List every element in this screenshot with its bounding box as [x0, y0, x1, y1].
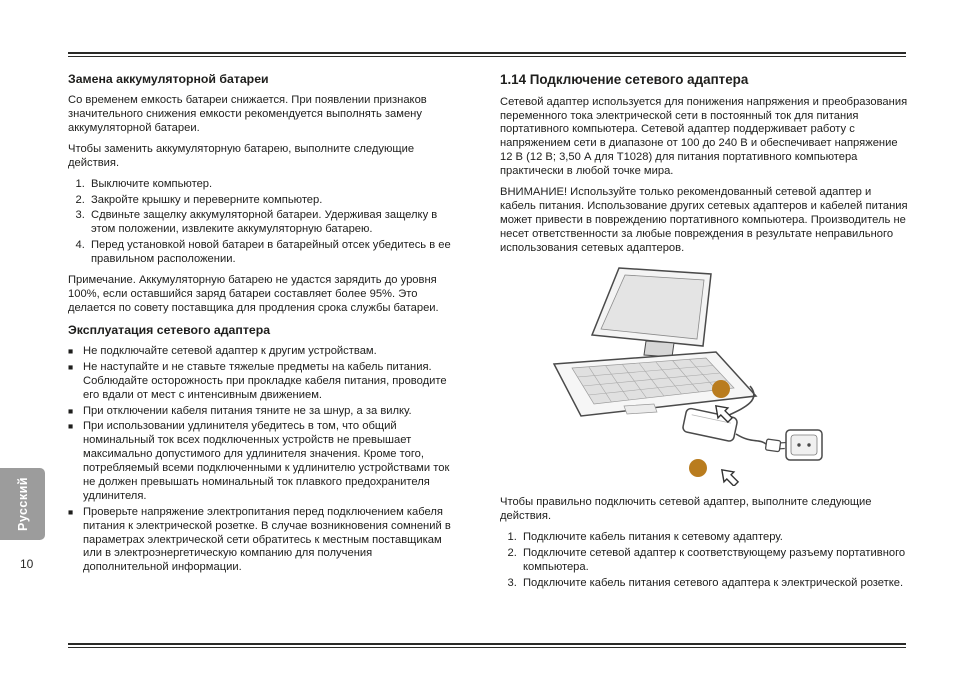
paragraph: Чтобы правильно подключить сетевой адаптер, выполните следующие действия. [500, 496, 872, 523]
note-paragraph: Примечание. Аккумуляторную батарею не удастся зарядить до уровня 100%, если оставшийся заряд батареи составляет более 95%. Это делается по совету поставщика для продления срока службы батареи. [68, 274, 439, 314]
bullet-item: ■ Проверьте напряжение электропитания перед подключением кабеля питания к электрической розетке. В случае возникновения сомнений в параметрах электрической сети обратитесь к местным поставщикам или в электроэнергетическую компанию для получения дополнительной информации. [68, 506, 460, 575]
section-heading-adapter-connection: 1.14 Подключение сетевого адаптера [500, 72, 749, 87]
battery-steps-list [68, 178, 460, 267]
bullet-item: ■ При использовании удлинителя убедитесь в том, что общий номинальный ток всех подключенных устройств не превышает максимально допустимого для удлинителя значения. Кроме того, потребляемый всеми подключенными к удлинителю устройствами ток не должен превышать номинальный ток плавкого предохранителя удлинителя. [68, 420, 460, 503]
adapter-steps-list [500, 531, 908, 591]
callout-dot [712, 380, 730, 398]
page-number: 10 [20, 557, 34, 571]
bottom-rule [68, 643, 906, 648]
step-item: 3. Сдвиньте защелку аккумуляторной батареи. Удерживая защелку в этом положении, извлеките аккумуляторную батарею. [88, 209, 460, 237]
laptop-illustration [524, 262, 884, 486]
wall-outlet [786, 430, 822, 460]
power-plug [765, 439, 785, 453]
laptop-screen [592, 268, 711, 357]
step-item: 3. Подключите кабель питания сетевого адаптера к электрической розетке. [520, 577, 908, 591]
step-item: 2. Закройте крышку и переверните компьютер. [88, 194, 460, 208]
arrow-icon [717, 465, 741, 486]
warning-paragraph: ВНИМАНИЕ! Используйте только рекомендованный сетевой адаптер и кабель питания. Использование других сетевых адаптеров и кабелей питания может привести в повреждению портативного компьютера. Производитель не несет ответственности за любые повреждения в результате неправильного использования сетевых адаптеров. [500, 185, 908, 254]
top-rule [68, 52, 906, 57]
touchpad [624, 404, 657, 414]
left-column [68, 72, 460, 577]
section-heading-adapter-usage: Эксплуатация сетевого адаптера [68, 322, 271, 337]
bullet-item: ■ Не наступайте и не ставьте тяжелые предметы на кабель питания. Соблюдайте осторожность при прокладке кабеля питания, проводите его вдали от мест с интенсивным движением. [68, 361, 460, 403]
paragraph: Сетевой адаптер используется для понижения напряжения и преобразования переменного тока электрической сети в постоянный ток для питания портативного компьютера. Сетевой адаптер поддерживает работу с напряжением сети в диапазоне от 100 до 240 В и обеспечивает напряжение 12 В (12 В; 3,50 А для T1028) для питания портативного компьютера практически в любой точке мира. [500, 95, 908, 178]
paragraph: Чтобы заменить аккумуляторную батарею, выполните следующие действия. [68, 142, 415, 169]
bullet-item: ■ Не подключайте сетевой адаптер к другим устройствам. [68, 345, 460, 359]
paragraph: Со временем емкость батареи снижается. При появлении признаков значительного снижения емкости рекомендуется выполнять замену аккумуляторной батареи. [68, 94, 427, 135]
power-adapter [682, 408, 738, 442]
step-item: 2. Подключите сетевой адаптер к соответствующему разъему портативного компьютера. [520, 547, 908, 575]
bullet-item: ■ При отключении кабеля питания тяните не за шнур, а за вилку. [68, 405, 460, 419]
language-tab [0, 468, 45, 540]
section-heading-battery-replacement: Замена аккумуляторной батареи [68, 72, 269, 86]
step-item: 1. Выключите компьютер. [88, 178, 460, 192]
power-cord [736, 434, 766, 444]
step-item: 4. Перед установкой новой батареи в батарейный отсек убедитесь в ее правильном расположении. [88, 239, 460, 267]
laptop-adapter-figure [524, 262, 884, 491]
language-tab-label: Русский [15, 476, 30, 531]
right-column [500, 72, 908, 598]
callout-dot [689, 459, 707, 477]
step-item: 1. Подключите кабель питания к сетевому адаптеру. [520, 531, 908, 545]
adapter-usage-bullets [68, 345, 460, 575]
